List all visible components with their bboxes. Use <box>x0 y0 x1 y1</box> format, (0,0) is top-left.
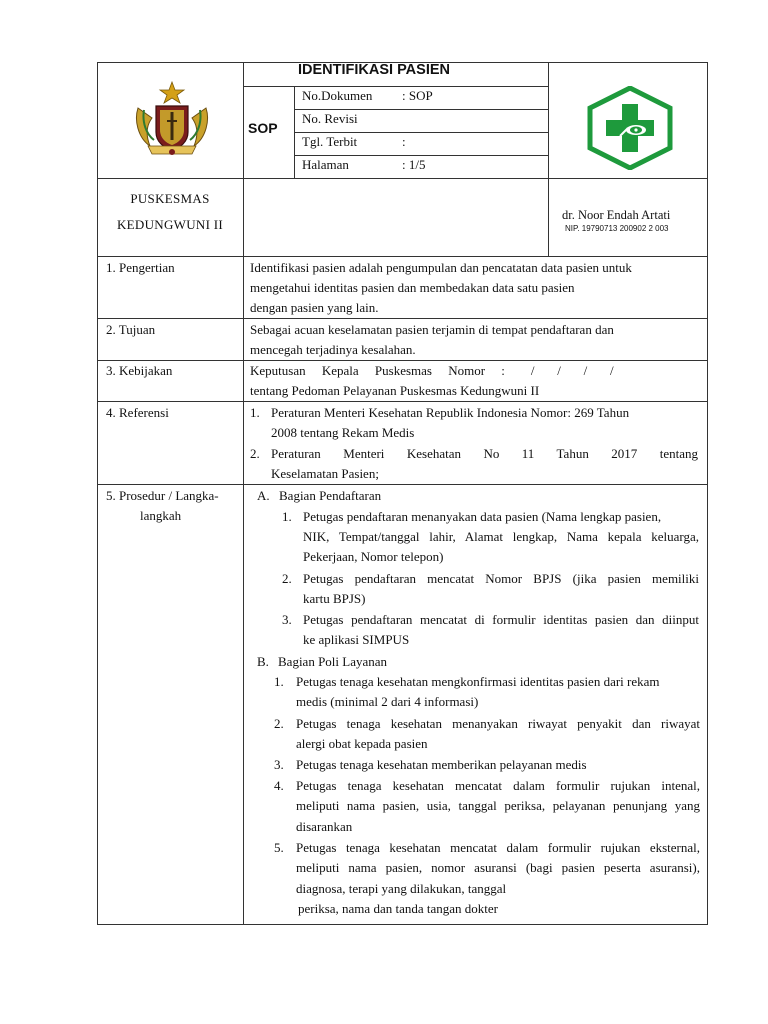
label-pengertian: 1. Pengertian <box>106 260 175 275</box>
b-item-5-line-4: periksa, nama dan tanda tangan dokter <box>298 901 498 916</box>
a-item-3-num: 3. <box>282 612 292 627</box>
org-name-line1: PUSKESMAS <box>130 191 210 206</box>
kebijakan-line-1: Keputusan Kepala Puskesmas Nomor : / / / / <box>250 363 614 378</box>
b-item-4-line-3: disarankan <box>296 819 353 834</box>
referensi-2-line-1: Peraturan Menteri Kesehatan No 11 Tahun 2017 tentang <box>271 446 698 461</box>
pengertian-line-1: Identifikasi pasien adalah pengumpulan dan pencatatan data pasien untuk <box>250 260 632 275</box>
b-item-1-num: 1. <box>274 674 284 689</box>
org-name <box>97 186 243 238</box>
referensi-2-line-2: Keselamatan Pasien; <box>271 466 379 481</box>
b-item-4-line-1: Petugas tenaga kesehatan mencatat dalam formulir rujukan intenal, <box>296 778 700 793</box>
b-item-5-line-1: Petugas tenaga kesehatan mencatat dalam formulir rujukan eksternal, <box>296 840 700 855</box>
field-label-halaman: Halaman <box>302 157 349 172</box>
signer-nip: NIP. 19790713 200902 2 003 <box>565 224 669 233</box>
field-label-no-dokumen: No.Dokumen <box>302 88 373 103</box>
a-item-2-num: 2. <box>282 571 292 586</box>
label-tujuan: 2. Tujuan <box>106 322 156 337</box>
pengertian-line-3: dengan pasien yang lain. <box>250 300 379 315</box>
tujuan-line-2: mencegah terjadinya kesalahan. <box>250 342 416 357</box>
group-b-letter: B. <box>257 654 269 669</box>
document-title: IDENTIFIKASI PASIEN <box>298 62 450 78</box>
b-item-5-line-2: meliputi nama pasien, nomor asuransi (bagi pasien peserta asuransi), <box>296 860 700 875</box>
referensi-num-2: 2. <box>250 446 260 461</box>
a-item-1-line-3: Pekerjaan, Nomor telepon) <box>303 549 444 564</box>
label-prosedur: 5. Prosedur / Langka- <box>106 488 219 503</box>
b-item-1-line-2: medis (minimal 2 dari 4 informasi) <box>296 694 479 709</box>
referensi-1-line-2: 2008 tentang Rekam Medis <box>271 425 415 440</box>
label-referensi: 4. Referensi <box>106 405 169 420</box>
group-b-title: Bagian Poli Layanan <box>278 654 388 669</box>
label-kebijakan: 3. Kebijakan <box>106 363 173 378</box>
tujuan-line-1: Sebagai acuan keselamatan pasien terjamin di tempat pendaftaran dan <box>250 322 614 337</box>
b-item-1-line-1: Petugas tenaga kesehatan mengkonfirmasi identitas pasien dari rekam <box>296 674 660 689</box>
a-item-2-line-1: Petugas pendaftaran mencatat Nomor BPJS (jika pasien memiliki <box>303 571 699 586</box>
b-item-2-line-1: Petugas tenaga kesehatan menanyakan riwayat penyakit dan riwayat <box>296 716 700 731</box>
b-item-2-num: 2. <box>274 716 284 731</box>
puskesmas-logo-icon <box>584 86 676 170</box>
field-value-no-dokumen: : SOP <box>402 88 433 103</box>
pengertian-line-2: mengetahui identitas pasien dan membedakan data satu pasien <box>250 280 575 295</box>
a-item-1-line-1: Petugas pendaftaran menanyakan data pasien (Nama lengkap pasien, <box>303 509 662 524</box>
a-item-3-line-1: Petugas pendaftaran mencatat di formulir identitas pasien dan diinput <box>303 612 699 627</box>
b-item-3-line-1: Petugas tenaga kesehatan memberikan pelayanan medis <box>296 757 587 772</box>
field-label-tgl-terbit: Tgl. Terbit <box>302 134 358 149</box>
a-item-1-line-2: NIK, Tempat/tanggal lahir, Alamat lengkap, Nama kepala keluarga, <box>303 529 699 544</box>
field-value-halaman: : 1/5 <box>402 157 426 172</box>
b-item-3-num: 3. <box>274 757 284 772</box>
regional-emblem-icon <box>132 80 212 160</box>
field-value-tgl-terbit: : <box>402 134 406 149</box>
b-item-5-line-3: diagnosa, terapi yang dilakukan, tanggal <box>296 881 507 896</box>
b-item-4-num: 4. <box>274 778 284 793</box>
b-item-2-line-2: alergi obat kepada pasien <box>296 736 428 751</box>
b-item-5-num: 5. <box>274 840 284 855</box>
referensi-1-line-1: Peraturan Menteri Kesehatan Republik Indonesia Nomor: 269 Tahun <box>271 405 630 420</box>
org-name-line2: KEDUNGWUNI II <box>116 217 224 232</box>
referensi-num-1: 1. <box>250 405 260 420</box>
label-prosedur-2: langkah <box>140 508 182 523</box>
field-label-no-revisi: No. Revisi <box>302 111 358 126</box>
group-a-title: Bagian Pendaftaran <box>279 488 382 503</box>
a-item-1-num: 1. <box>282 509 292 524</box>
b-item-4-line-2: meliputi nama pasien, usia, tanggal periksa, pelayanan penunjang yang <box>296 798 700 813</box>
kebijakan-line-2: tentang Pedoman Pelayanan Puskesmas Kedungwuni II <box>250 383 540 398</box>
sop-label: SOP <box>248 120 278 136</box>
a-item-2-line-2: kartu BPJS) <box>303 591 366 606</box>
a-item-3-line-2: ke aplikasi SIMPUS <box>303 632 410 647</box>
group-a-letter: A. <box>257 488 270 503</box>
signer-name: dr. Noor Endah Artati <box>562 208 671 222</box>
